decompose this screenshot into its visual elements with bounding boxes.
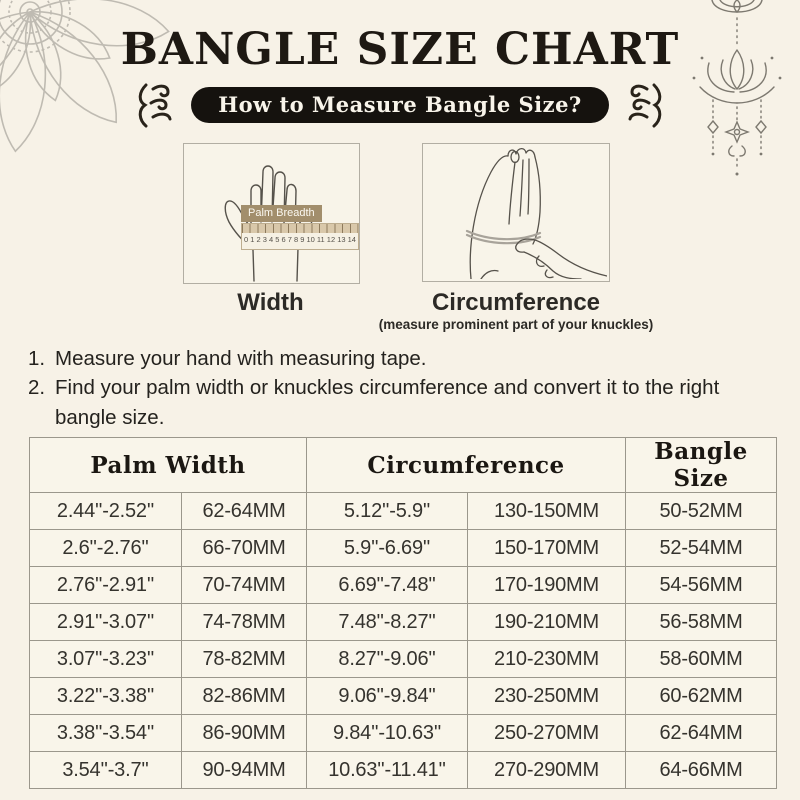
palm-breadth-chip: Palm Breadth bbox=[241, 205, 322, 222]
table-cell: 150-170MM bbox=[468, 530, 626, 567]
table-cell: 9.84''-10.63'' bbox=[307, 715, 468, 752]
table-cell: 5.9''-6.69'' bbox=[307, 530, 468, 567]
table-cell: 9.06''-9.84'' bbox=[307, 678, 468, 715]
table-row bbox=[30, 604, 777, 641]
swirl-right-icon bbox=[624, 82, 664, 128]
circumference-caption: Circumference bbox=[431, 289, 601, 316]
col-header-bangle-size: Bangle Size bbox=[626, 438, 777, 493]
table-cell: 90-94MM bbox=[182, 752, 307, 789]
table-cell: 62-64MM bbox=[182, 493, 307, 530]
ruler bbox=[241, 223, 359, 250]
table-row bbox=[30, 641, 777, 678]
table-cell: 250-270MM bbox=[468, 715, 626, 752]
table-row bbox=[30, 715, 777, 752]
table-row bbox=[30, 752, 777, 789]
table-cell: 74-78MM bbox=[182, 604, 307, 641]
instruction-item bbox=[28, 344, 744, 373]
table-cell: 8.27''-9.06'' bbox=[307, 641, 468, 678]
table-cell: 170-190MM bbox=[468, 567, 626, 604]
table-cell: 130-150MM bbox=[468, 493, 626, 530]
table-row bbox=[30, 567, 777, 604]
page-title: BANGLE SIZE CHART bbox=[120, 24, 680, 75]
table-row bbox=[30, 530, 777, 567]
instruction-text: Measure your hand with measuring tape. bbox=[55, 347, 427, 370]
table-cell: 64-66MM bbox=[626, 752, 777, 789]
col-header-circumference: Circumference bbox=[307, 438, 626, 493]
table-cell: 62-64MM bbox=[626, 715, 777, 752]
table-cell: 3.54''-3.7'' bbox=[30, 752, 182, 789]
table-cell: 210-230MM bbox=[468, 641, 626, 678]
circumference-note: (measure prominent part of your knuckles) bbox=[378, 317, 654, 332]
how-to-measure-badge: How to Measure Bangle Size? bbox=[191, 87, 609, 123]
table-header-row bbox=[30, 438, 777, 493]
table-cell: 7.48''-8.27'' bbox=[307, 604, 468, 641]
pinched-hand-measure-icon bbox=[423, 144, 607, 279]
table-cell: 2.91''-3.07'' bbox=[30, 604, 182, 641]
table-cell: 52-54MM bbox=[626, 530, 777, 567]
instruction-item bbox=[28, 373, 744, 432]
table-cell: 56-58MM bbox=[626, 604, 777, 641]
table-cell: 2.6''-2.76'' bbox=[30, 530, 182, 567]
table-cell: 86-90MM bbox=[182, 715, 307, 752]
ruler-ticks bbox=[242, 224, 358, 233]
col-header-palm-width: Palm Width bbox=[30, 438, 307, 493]
table-cell: 2.76''-2.91'' bbox=[30, 567, 182, 604]
table-cell: 230-250MM bbox=[468, 678, 626, 715]
table-row bbox=[30, 678, 777, 715]
instruction-number: 1. bbox=[28, 347, 46, 370]
measure-badge-row bbox=[0, 82, 800, 128]
table-cell: 3.07''-3.23'' bbox=[30, 641, 182, 678]
table-cell: 10.63''-11.41'' bbox=[307, 752, 468, 789]
table-cell: 66-70MM bbox=[182, 530, 307, 567]
swirl-left-icon bbox=[136, 82, 176, 128]
table-cell: 50-52MM bbox=[626, 493, 777, 530]
width-figure-box bbox=[183, 143, 360, 284]
table-cell: 82-86MM bbox=[182, 678, 307, 715]
instruction-list bbox=[28, 344, 744, 432]
table-cell: 5.12''-5.9'' bbox=[307, 493, 468, 530]
table-cell: 270-290MM bbox=[468, 752, 626, 789]
instruction-number: 2. bbox=[28, 376, 46, 400]
table-cell: 54-56MM bbox=[626, 567, 777, 604]
size-table bbox=[29, 437, 777, 789]
table-cell: 70-74MM bbox=[182, 567, 307, 604]
ruler-numbers: 0 1 2 3 4 5 6 7 8 9 10 11 12 13 14 bbox=[244, 235, 356, 244]
width-caption: Width bbox=[237, 289, 304, 316]
table-cell: 3.38''-3.54'' bbox=[30, 715, 182, 752]
table-row bbox=[30, 493, 777, 530]
table-cell: 2.44''-2.52'' bbox=[30, 493, 182, 530]
table-cell: 3.22''-3.38'' bbox=[30, 678, 182, 715]
table-cell: 190-210MM bbox=[468, 604, 626, 641]
instruction-text: Find your palm width or knuckles circumference and convert it to the right bangle size. bbox=[55, 376, 720, 429]
circumference-figure-box bbox=[422, 143, 610, 282]
table-cell: 58-60MM bbox=[626, 641, 777, 678]
table-cell: 60-62MM bbox=[626, 678, 777, 715]
table-cell: 78-82MM bbox=[182, 641, 307, 678]
table-cell: 6.69''-7.48'' bbox=[307, 567, 468, 604]
